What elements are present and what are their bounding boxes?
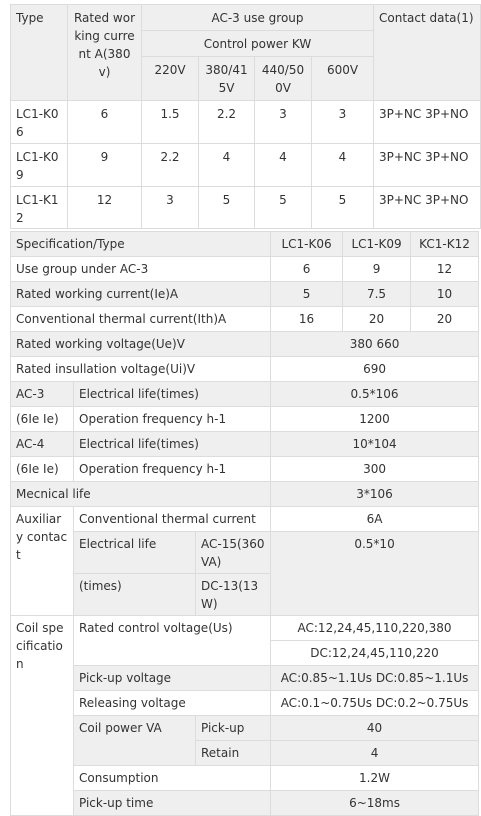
consumption-value: 1.2W bbox=[271, 766, 479, 791]
insulation-voltage-label: Rated insullation voltage(Ui)V bbox=[11, 357, 271, 382]
header-600v: 600V bbox=[312, 57, 374, 101]
thermal-current-label: Conventional thermal current(Ith)A bbox=[11, 307, 271, 332]
table-row bbox=[11, 101, 481, 144]
specification-table bbox=[10, 231, 479, 816]
cell-current: 9 bbox=[68, 144, 142, 187]
mechanical-life-label: Mecnical life bbox=[11, 482, 271, 507]
ac4-group-label: AC-4 bbox=[11, 432, 74, 457]
aux-ac15: AC-15(360VA) bbox=[196, 532, 271, 574]
thermal-current-k12: 20 bbox=[411, 307, 479, 332]
table-row bbox=[11, 332, 479, 357]
release-voltage-label: Releasing voltage bbox=[74, 691, 271, 716]
cell-current: 12 bbox=[68, 187, 142, 229]
table-row bbox=[11, 257, 479, 282]
thermal-current-k06: 16 bbox=[271, 307, 343, 332]
ac3-frequency-label: Operation frequency h-1 bbox=[74, 407, 271, 432]
cell-220v: 3 bbox=[142, 187, 199, 229]
table-row bbox=[11, 616, 479, 641]
table-row bbox=[11, 144, 481, 187]
table-row bbox=[11, 307, 479, 332]
spec-header-k12: KC1-K12 bbox=[411, 232, 479, 257]
ac4-frequency-value: 300 bbox=[271, 457, 479, 482]
cell-contact: 3P+NC 3P+NO bbox=[374, 144, 481, 187]
cell-220v: 1.5 bbox=[142, 101, 199, 144]
table-row bbox=[11, 282, 479, 307]
ac3-group-label: AC-3 bbox=[11, 382, 74, 407]
coil-ac-voltages: AC:12,24,45,110,220,380 bbox=[271, 616, 479, 641]
cell-600v: 4 bbox=[312, 144, 374, 187]
pickup-time-value: 6~18ms bbox=[271, 791, 479, 816]
cell-440v: 5 bbox=[255, 187, 312, 229]
pickup-voltage-label: Pick-up voltage bbox=[74, 666, 271, 691]
table-row bbox=[11, 532, 479, 574]
table-row bbox=[11, 791, 479, 816]
coil-specification-label: Coil specification bbox=[11, 616, 74, 816]
mechanical-life-value: 3*106 bbox=[271, 482, 479, 507]
ac4-current-note: (6Ie Ie) bbox=[11, 457, 74, 482]
table-row bbox=[11, 432, 479, 457]
cell-600v: 3 bbox=[312, 101, 374, 144]
rated-current-k12: 10 bbox=[411, 282, 479, 307]
table-row bbox=[11, 457, 479, 482]
cell-440v: 4 bbox=[255, 144, 312, 187]
coil-dc-voltages: DC:12,24,45,110,220 bbox=[271, 641, 479, 666]
table-row bbox=[11, 691, 479, 716]
aux-times-label: (times) bbox=[74, 574, 196, 616]
header-440v: 440/500V bbox=[255, 57, 312, 101]
table-row bbox=[11, 666, 479, 691]
cell-type: LC1-K06 bbox=[11, 101, 68, 144]
spec-header-label: Specification/Type bbox=[11, 232, 271, 257]
coil-power-label: Coil power VA bbox=[74, 716, 196, 766]
release-voltage-value: AC:0.1~0.75Us DC:0.2~0.75Us bbox=[271, 691, 479, 716]
aux-thermal-label: Conventional thermal current bbox=[74, 507, 271, 532]
consumption-label: Consumption bbox=[74, 766, 271, 791]
header-ac3-group: AC-3 use group bbox=[142, 5, 374, 31]
header-control-power: Control power KW bbox=[142, 31, 374, 57]
use-group-label: Use group under AC-3 bbox=[11, 257, 271, 282]
ac4-frequency-label: Operation frequency h-1 bbox=[74, 457, 271, 482]
ac4-electrical-label: Electrical life(times) bbox=[74, 432, 271, 457]
ac4-electrical-value: 10*104 bbox=[271, 432, 479, 457]
aux-electrical-label: Electrical life bbox=[74, 532, 196, 574]
retain-label: Retain bbox=[196, 741, 271, 766]
cell-type: LC1-K09 bbox=[11, 144, 68, 187]
insulation-voltage-value: 690 bbox=[271, 357, 479, 382]
pickup-time-label: Pick-up time bbox=[74, 791, 271, 816]
rated-voltage-label: Rated working voltage(Ue)V bbox=[11, 332, 271, 357]
table-row bbox=[11, 407, 479, 432]
rated-voltage-value: 380 660 bbox=[271, 332, 479, 357]
thermal-current-k09: 20 bbox=[343, 307, 411, 332]
rated-current-k09: 7.5 bbox=[343, 282, 411, 307]
cell-380v: 2.2 bbox=[199, 101, 255, 144]
cell-440v: 3 bbox=[255, 101, 312, 144]
table-row bbox=[11, 357, 479, 382]
cell-contact: 3P+NC 3P+NO bbox=[374, 187, 481, 229]
pickup-voltage-value: AC:0.85~1.1Us DC:0.85~1.1Us bbox=[271, 666, 479, 691]
auxiliary-contact-label: Auxiliary contact bbox=[11, 507, 74, 616]
cell-contact: 3P+NC 3P+NO bbox=[374, 101, 481, 144]
table-row bbox=[11, 766, 479, 791]
pickup-value: 40 bbox=[271, 716, 479, 741]
ac3-electrical-label: Electrical life(times) bbox=[74, 382, 271, 407]
rated-current-label: Rated working current(Ie)A bbox=[11, 282, 271, 307]
table-row bbox=[11, 716, 479, 741]
header-380v: 380/415V bbox=[199, 57, 255, 101]
ac3-electrical-value: 0.5*106 bbox=[271, 382, 479, 407]
cell-380v: 4 bbox=[199, 144, 255, 187]
aux-dc13: DC-13(13W) bbox=[196, 574, 271, 616]
ac3-frequency-value: 1200 bbox=[271, 407, 479, 432]
table-row bbox=[11, 382, 479, 407]
cell-current: 6 bbox=[68, 101, 142, 144]
use-group-k06: 6 bbox=[271, 257, 343, 282]
cell-380v: 5 bbox=[199, 187, 255, 229]
pickup-label: Pick-up bbox=[196, 716, 271, 741]
table-row bbox=[11, 507, 479, 532]
use-group-k09: 9 bbox=[343, 257, 411, 282]
cell-220v: 2.2 bbox=[142, 144, 199, 187]
aux-thermal-value: 6A bbox=[271, 507, 479, 532]
use-group-k12: 12 bbox=[411, 257, 479, 282]
spec-header-k09: LC1-K09 bbox=[343, 232, 411, 257]
spec-header-k06: LC1-K06 bbox=[271, 232, 343, 257]
ac3-current-note: (6Ie Ie) bbox=[11, 407, 74, 432]
cell-600v: 5 bbox=[312, 187, 374, 229]
table-row bbox=[11, 482, 479, 507]
aux-electrical-value: 0.5*10 bbox=[271, 532, 479, 616]
rated-current-k06: 5 bbox=[271, 282, 343, 307]
retain-value: 4 bbox=[271, 741, 479, 766]
header-contact-data: Contact data(1) bbox=[374, 5, 481, 101]
header-220v: 220V bbox=[142, 57, 199, 101]
header-type: Type bbox=[11, 5, 68, 101]
cell-type: LC1-K12 bbox=[11, 187, 68, 229]
table-row bbox=[11, 187, 481, 229]
coil-rated-voltage-label: Rated control voltage(Us) bbox=[74, 616, 271, 666]
ratings-table bbox=[10, 4, 481, 229]
header-rated-current: Rated working current A(380v) bbox=[68, 5, 142, 101]
